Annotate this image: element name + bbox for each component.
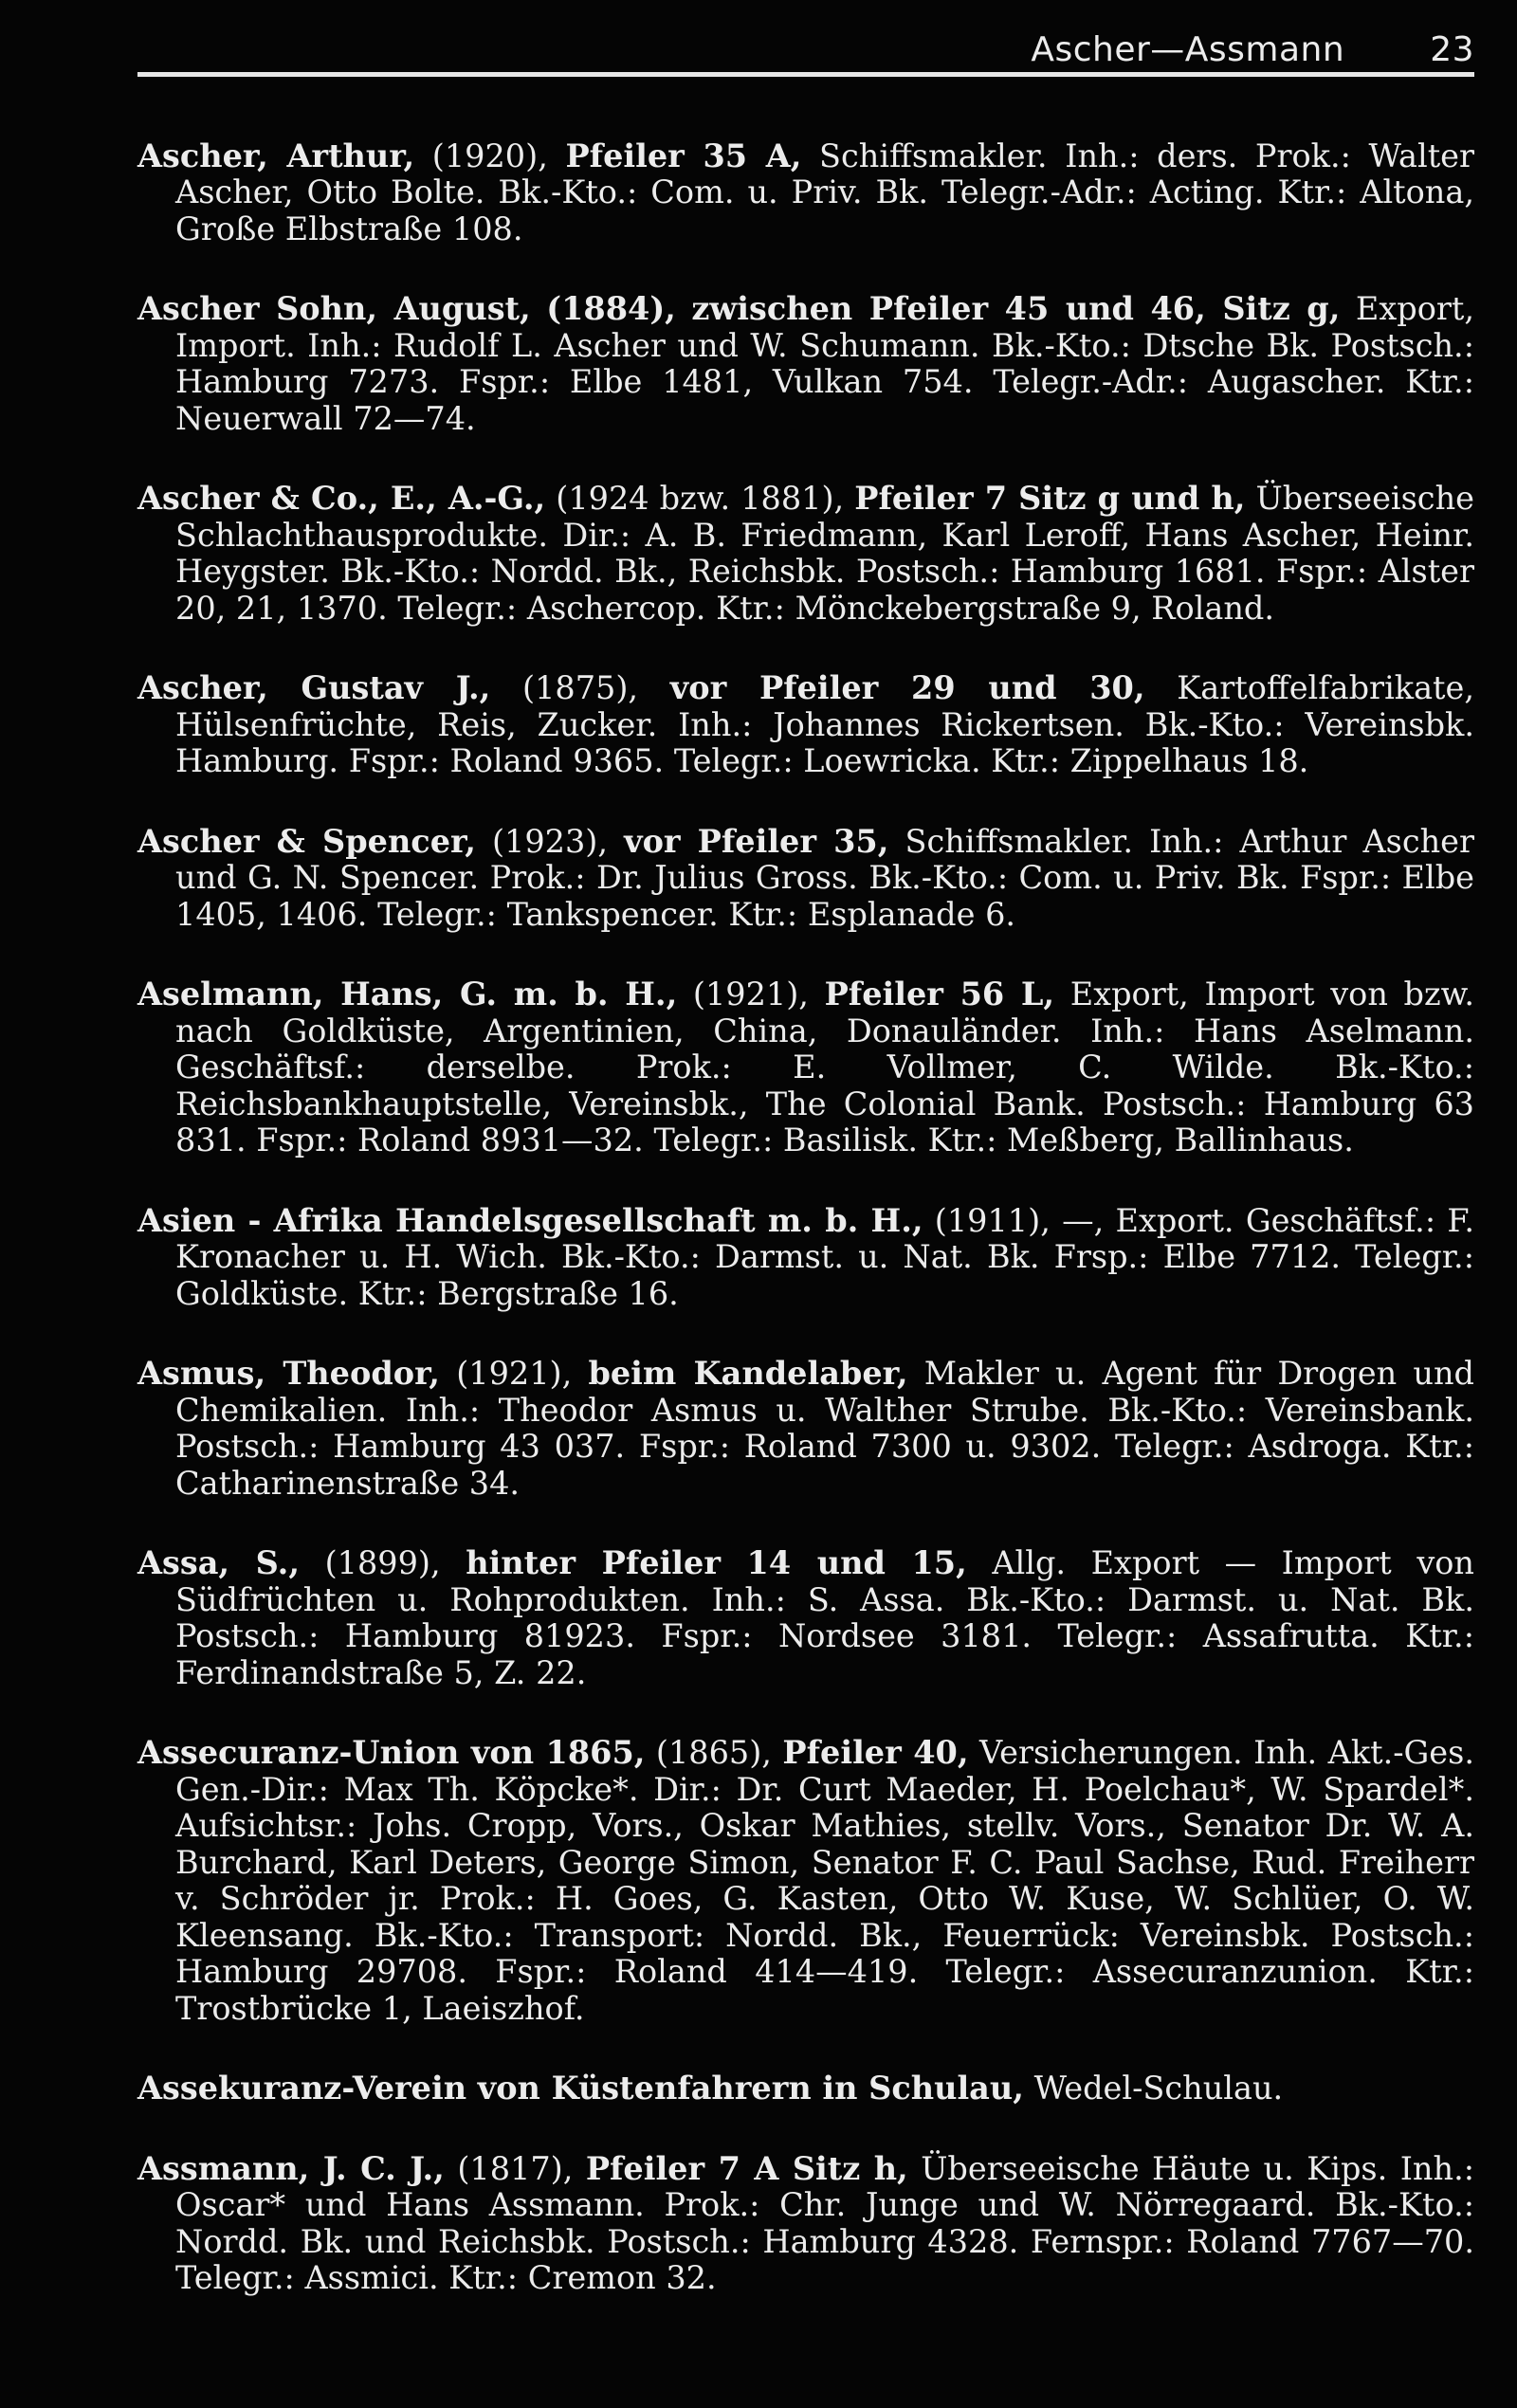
directory-entry (137, 670, 1474, 780)
entry-year: (1921), (456, 1355, 573, 1392)
entry-year: (1911), (934, 1201, 1051, 1239)
entry-name: Ascher & Co., E., A.-G., (137, 480, 546, 517)
directory-entry (137, 2151, 1474, 2297)
directory-entry (137, 2071, 1474, 2107)
entry-location: hinter Pfeiler 14 und 15, (466, 1544, 967, 1581)
entry-text: Wedel-Schulau. (1033, 2070, 1284, 2107)
entry-location: zwischen Pfeiler 45 und 46, Sitz g, (691, 290, 1341, 327)
entry-name: Asmus, Theodor, (137, 1355, 440, 1392)
entry-text: Überseeische Häute u. Kips. Inh.: Oscar* und Hans Assmann. Prok.: Chr. Junge und W. Nörregaard. Bk.-Kto.: Nordd. Bk. und Reichsbk. Postsch.: Hamburg 4328. Fernspr.: Roland 7767—70. Telegr.: Assmici. Ktr.: Cremon 32. (175, 2149, 1475, 2296)
entry-year: (1875), (522, 669, 639, 706)
page-header (137, 21, 1474, 78)
entry-location: vor Pfeiler 35, (624, 822, 889, 860)
entry-location: Pfeiler 56 L, (824, 976, 1055, 1012)
entry-name: Ascher Sohn, August, (137, 290, 531, 327)
entry-text: Export, Import. Inh.: Rudolf L. Ascher und W. Schumann. Bk.-Kto.: Dtsche Bk. Postsch.: Hamburg 7273. Fspr.: Elbe 1481, Vulkan 754. Telegr.-Adr.: Augascher. Ktr.: Neuerwall 72—74. (175, 290, 1474, 437)
entry-year: (1920), (431, 137, 548, 174)
entry-text: Export, Import von bzw. nach Goldküste, Argentinien, China, Donauländer. Inh.: Hans Aselmann. Geschäftsf.: derselbe. Prok.: E. Vollmer, C. Wilde. Bk.-Kto.: Reichsbankhauptstelle, Vereinsbk., The Colonial Bank. Postsch.: Hamburg 63 831. Fspr.: Roland 8931—32. Telegr.: Basilisk. Ktr.: Meßberg, Ballinhaus. (175, 976, 1474, 1158)
entry-location: —, (1062, 1201, 1105, 1239)
page-number: 23 (1430, 29, 1474, 69)
entry-year: (1923), (491, 822, 609, 860)
entry-location: beim Kandelaber, (588, 1355, 908, 1392)
entry-text: Makler u. Agent für Drogen und Chemikalien. Inh.: Theodor Asmus u. Walther Strube. Bk.-Kto.: Vereinsbank. Postsch.: Hamburg 43 037. Fspr.: Roland 7300 u. 9302. Telegr.: Asdroga. Ktr.: Catharinenstraße 34. (175, 1355, 1474, 1502)
entry-text: Versicherungen. Inh. Akt.-Ges. Gen.-Dir.: Max Th. Köpcke*. Dir.: Dr. Curt Maeder, H. Poelchau*, W. Spardel*. Aufsichtsr.: Johs. Cropp, Vors., Oskar Mathies, stellv. Vors., Senator Dr. W. A. Burchard, Karl Deters, George Simon, Senator F. C. Paul Sachse, Rud. Freiherr v. Schröder jr. Prok.: H. Goes, G. Kasten, Otto W. Kuse, W. Schlüer, O. W. Kleensang. Bk.-Kto.: Transport: Nordd. Bk., Feuerrück: Vereinsbk. Postsch.: Hamburg 29708. Fspr.: Roland 414—419. Telegr.: Assecuranzunion. Ktr.: Trostbrücke 1, Laeiszhof. (175, 1734, 1474, 2027)
entry-year: (1921), (692, 976, 809, 1012)
entry-name: Ascher & Spencer, (137, 822, 476, 860)
entry-name: Assmann, J. C. J., (137, 2149, 445, 2187)
entry-list (137, 106, 1474, 2341)
entry-name: Ascher, Gustav J., (137, 669, 491, 706)
entry-location: vor Pfeiler 29 und 30, (669, 669, 1145, 706)
directory-entry (137, 824, 1474, 934)
entry-location: Pfeiler 35 A, (565, 137, 802, 174)
entry-text: Allg. Export — Import von Südfrüchten u. Rohprodukten. Inh.: S. Assa. Bk.-Kto.: Darmst. u. Nat. Bk. Postsch.: Hamburg 81923. Fspr.: Nordsee 3181. Telegr.: Assafrutta. Ktr.: Ferdinandstraße 5, Z. 22. (175, 1544, 1474, 1691)
entry-name: Aselmann, Hans, G. m. b. H., (137, 976, 678, 1012)
directory-entry (137, 976, 1474, 1159)
directory-entry (137, 1545, 1474, 1691)
entry-name: Asien - Afrika Handelsgesellschaft m. b. H., (137, 1201, 923, 1239)
running-title: Ascher—Assmann (1031, 29, 1345, 69)
entry-location: Pfeiler 40, (782, 1734, 969, 1771)
entry-text: Schiffsmakler. Inh.: Arthur Ascher und G. N. Spencer. Prok.: Dr. Julius Gross. Bk.-Kto.: Com. u. Priv. Bk. Fspr.: Elbe 1405, 1406. Telegr.: Tankspencer. Ktr.: Esplanade 6. (175, 822, 1475, 933)
entry-year: (1924 bzw. 1881), (556, 480, 845, 517)
directory-entry (137, 481, 1474, 627)
header-rule (137, 72, 1474, 77)
entry-name: Ascher, Arthur, (137, 137, 415, 174)
entry-location: Pfeiler 7 A Sitz h, (585, 2149, 908, 2187)
directory-entry (137, 1735, 1474, 2027)
entry-year: (1884), (546, 290, 676, 327)
entry-location: Pfeiler 7 Sitz g und h, (854, 480, 1246, 517)
entry-name: Assekuranz-Verein von Küstenfahrern in Schulau, (137, 2070, 1024, 2107)
entry-name: Assecuranz-Union von 1865, (137, 1734, 646, 1771)
entry-year: (1899), (324, 1544, 441, 1581)
directory-entry (137, 138, 1474, 248)
entry-text: Export. Geschäftsf.: F. Kronacher u. H. Wich. Bk.-Kto.: Darmst. u. Nat. Bk. Frsp.: Elbe 7712. Telegr.: Goldküste. Ktr.: Bergstraße 16. (175, 1201, 1475, 1312)
entry-text: Schiffsmakler. Inh.: ders. Prok.: Walter Ascher, Otto Bolte. Bk.-Kto.: Com. u. Priv. Bk. Telegr.-Adr.: Acting. Ktr.: Altona, Große Elbstraße 108. (175, 137, 1475, 247)
entry-text: Kartoffelfabrikate, Hülsenfrüchte, Reis, Zucker. Inh.: Johannes Rickertsen. Bk.-Kto.: Vereinsbk. Hamburg. Fspr.: Roland 9365. Telegr.: Loewricka. Ktr.: Zippelhaus 18. (175, 669, 1474, 779)
entry-text: Überseeische Schlachthausprodukte. Dir.: A. B. Friedmann, Karl Leroff, Hans Ascher, Heinr. Heygster. Bk.-Kto.: Nordd. Bk., Reichsbk. Postsch.: Hamburg 1681. Fspr.: Alster 20, 21, 1370. Telegr.: Aschercop. Ktr.: Mönckebergstraße 9, Roland. (175, 480, 1474, 627)
directory-entry (137, 291, 1474, 437)
entry-name: Assa, S., (137, 1544, 300, 1581)
directory-entry (137, 1356, 1474, 1502)
directory-entry (137, 1203, 1474, 1313)
entry-year: (1817), (457, 2149, 574, 2187)
entry-year: (1865), (655, 1734, 772, 1771)
